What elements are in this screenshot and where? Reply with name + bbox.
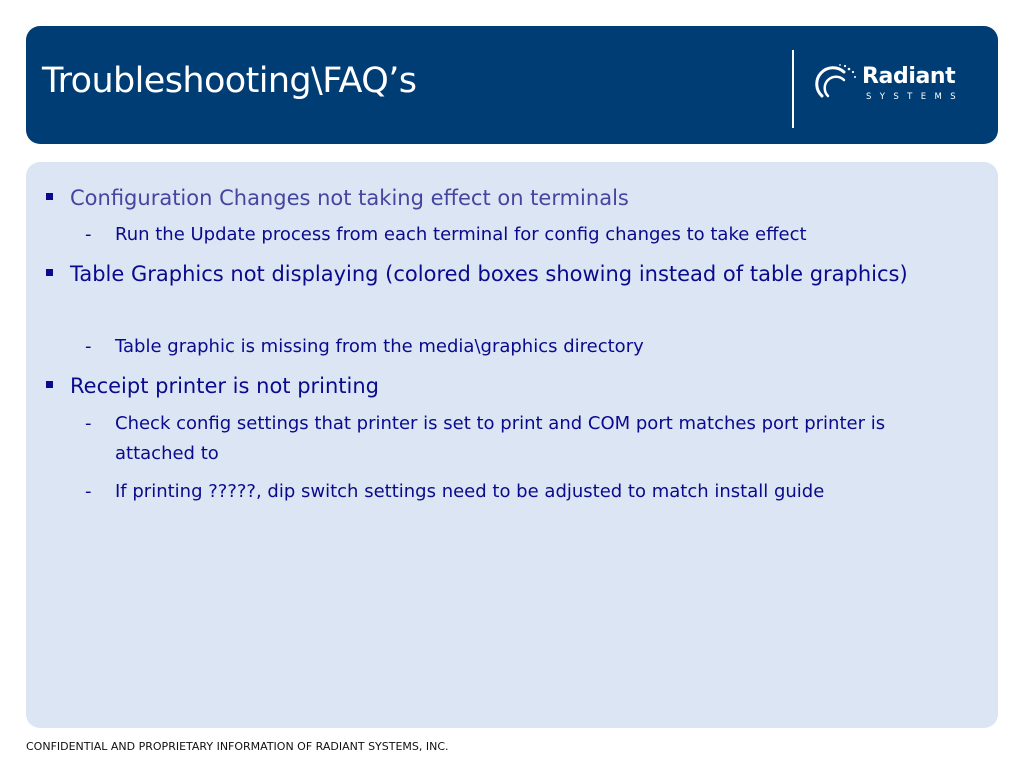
bullet-item xyxy=(70,369,970,403)
square-bullet-icon xyxy=(46,193,53,200)
square-bullet-icon xyxy=(46,269,53,276)
dash-bullet: - xyxy=(85,481,92,502)
sub-bullet-item xyxy=(85,332,945,362)
dash-bullet: - xyxy=(85,413,92,434)
bullet-text: Configuration Changes not taking effect on terminals xyxy=(70,186,629,210)
sub-bullet-item xyxy=(85,409,945,469)
sub-bullet-text: Table graphic is missing from the media\graphics directory xyxy=(115,336,644,357)
dash-bullet: - xyxy=(85,224,92,245)
sub-bullet-text: Check config settings that printer is set to print and COM port matches port printer is attached to xyxy=(115,413,886,464)
sub-bullet-item xyxy=(85,477,945,507)
radiant-systems-logo xyxy=(814,62,978,108)
bullet-text: Receipt printer is not printing xyxy=(70,374,380,398)
dash-bullet: - xyxy=(85,336,92,357)
logo-wordmark: Radiant xyxy=(862,64,956,89)
sub-bullet-text: Run the Update process from each terminal for config changes to take effect xyxy=(115,224,807,245)
bullet-item xyxy=(70,181,970,215)
square-bullet-icon xyxy=(46,381,53,388)
sub-bullet-text: If printing ?????, dip switch settings need to be adjusted to match install guide xyxy=(115,481,825,502)
logo-tagline: SYSTEMS xyxy=(866,92,965,102)
confidentiality-footer: CONFIDENTIAL AND PROPRIETARY INFORMATION OF RADIANT SYSTEMS, INC. xyxy=(26,740,449,753)
radiant-logo-mark-icon xyxy=(814,62,858,106)
header-divider xyxy=(792,50,794,128)
bullet-item xyxy=(70,257,970,291)
title-bar xyxy=(26,26,998,144)
slide-title: Troubleshooting\FAQ’s xyxy=(42,61,417,101)
sub-bullet-item xyxy=(85,220,945,250)
content-panel xyxy=(26,162,998,728)
bullet-text: Table Graphics not displaying (colored boxes showing instead of table graphics) xyxy=(70,262,908,286)
